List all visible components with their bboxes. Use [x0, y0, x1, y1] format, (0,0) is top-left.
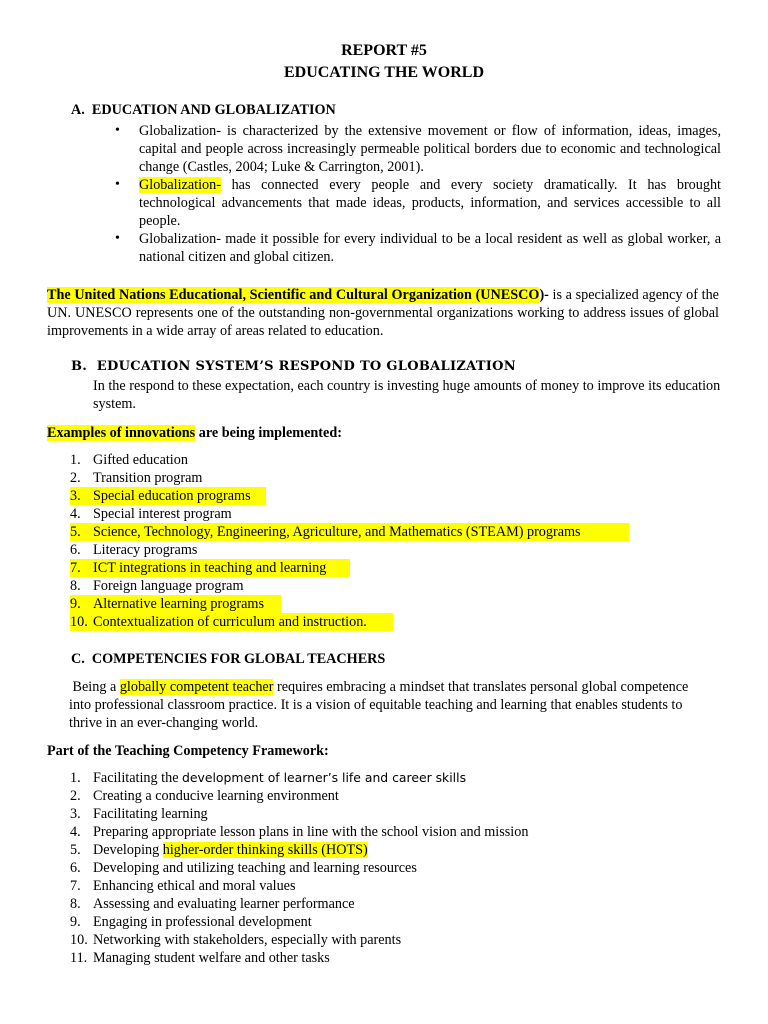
item-text: Special interest program [93, 506, 232, 522]
item-text: Facilitating the development of learner’s life and career skills [93, 770, 467, 786]
bullet-item [115, 176, 721, 230]
item-number: 5. [70, 524, 81, 540]
item-text: ICT integrations in teaching and learning [93, 560, 327, 576]
list-item [70, 787, 730, 805]
item-number: 10. [70, 932, 88, 948]
item-number: 2. [70, 788, 81, 804]
list-item [70, 451, 730, 469]
item-number: 11. [70, 950, 88, 966]
item-number: 1. [70, 452, 81, 468]
item-number: 3. [70, 488, 81, 504]
item-text: Science, Technology, Engineering, Agriculture, and Mathematics (STEAM) programs [93, 524, 581, 540]
list-item [70, 595, 281, 613]
item-text: Alternative learning programs [93, 596, 264, 612]
item-number: 6. [70, 542, 81, 558]
item-number: 2. [70, 470, 81, 486]
list-item [70, 769, 730, 787]
list-item [70, 841, 730, 859]
item-text: Developing higher-order thinking skills (HOTS) [93, 842, 368, 858]
section-c-title: COMPETENCIES FOR GLOBAL TEACHERS [91, 651, 386, 667]
section-c-paragraph [69, 678, 693, 732]
item-number: 9. [70, 914, 81, 930]
item-number: 10. [70, 614, 88, 630]
item-text: Facilitating learning [93, 806, 208, 822]
item-number: 6. [70, 860, 81, 876]
list-item [70, 505, 730, 523]
bullet-text: Globalization- is characterized by the extensive movement or flow of information, ideas, images, capital and people across increasingly permeable political borders due to economic and technological change (Castles, 2004; Luke & Carrington, 2001). [139, 123, 721, 175]
framework-heading: Part of the Teaching Competency Framework: [47, 743, 329, 759]
report-title: EDUCATING THE WORLD [283, 64, 485, 81]
item-text: Assessing and evaluating learner performance [93, 896, 355, 912]
item-text: Transition program [93, 470, 203, 486]
framework-list [70, 769, 730, 967]
section-b-letter: B. [71, 359, 88, 374]
paragraph-text: requires embracing a mindset that translates personal global competence into professional classroom practice. It is a vision of equitable teaching and learning that enables students to thrive in an ever-changing world. [69, 679, 692, 731]
innovations-heading-rest: are being implemented: [195, 425, 342, 441]
unesco-paragraph [47, 286, 719, 340]
item-number: 4. [70, 824, 81, 840]
item-text: Preparing appropriate lesson plans in line with the school vision and mission [93, 824, 529, 840]
list-item [70, 895, 730, 913]
section-b-paragraph: In the respond to these expectation, each country is investing huge amounts of money to improve its education system. [93, 378, 721, 412]
list-item [70, 877, 730, 895]
item-text: Enhancing ethical and moral values [93, 878, 296, 894]
item-number: 7. [70, 878, 81, 894]
list-item [70, 805, 730, 823]
unesco-name-tail: )- [539, 287, 549, 303]
list-item [70, 523, 629, 541]
bullet-item [115, 122, 721, 176]
list-item [70, 949, 730, 967]
item-number: 8. [70, 578, 81, 594]
item-text: Contextualization of curriculum and instruction. [93, 614, 367, 630]
unesco-text: is a specialized agency of the UN. UNESCO represents one of the outstanding non-governmental organizations working to address issues of global improvements in a wide array of areas related to education. [47, 287, 719, 339]
item-number: 9. [70, 596, 81, 612]
section-a-title: EDUCATION AND GLOBALIZATION [91, 102, 336, 118]
item-number: 7. [70, 560, 81, 576]
report-number: REPORT #5 [341, 42, 427, 59]
section-a-heading [71, 101, 336, 119]
section-b-title: EDUCATION SYSTEM’S RESPOND TO GLOBALIZATION [96, 359, 516, 374]
bullet-item [115, 230, 721, 266]
list-item [70, 931, 730, 949]
section-c-letter: C. [71, 651, 85, 667]
item-text: Foreign language program [93, 578, 244, 594]
item-text: Developing and utilizing teaching and learning resources [93, 860, 417, 876]
bullet-text: Globalization- made it possible for every individual to be a local resident as well as global worker, a national citizen and global citizen. [139, 231, 721, 265]
list-item [70, 559, 350, 577]
section-b-heading [71, 358, 516, 376]
highlighted-phrase: higher-order thinking skills (HOTS) [162, 842, 368, 858]
item-text: Engaging in professional development [93, 914, 312, 930]
item-number: 1. [70, 770, 81, 786]
item-text: Special education programs [93, 488, 251, 504]
list-item [70, 487, 266, 505]
list-item [70, 613, 393, 631]
bullet-text: has connected every people and every society dramatically. It has brought technological advancements that made ideas, products, information, and services accessible to all people. [139, 177, 721, 229]
innovations-list [70, 451, 730, 631]
list-item [70, 541, 730, 559]
paragraph-start: Being a [69, 679, 120, 695]
item-text: Literacy programs [93, 542, 198, 558]
item-text: Networking with stakeholders, especially with parents [93, 932, 402, 948]
item-text: Managing student welfare and other tasks [93, 950, 330, 966]
item-number: 5. [70, 842, 81, 858]
list-item [70, 859, 730, 877]
list-item [70, 913, 730, 931]
innovations-heading [47, 424, 342, 442]
section-c-heading [71, 650, 385, 668]
item-text: Gifted education [93, 452, 188, 468]
item-text: Creating a conducive learning environment [93, 788, 339, 804]
list-item [70, 823, 730, 841]
unesco-name: The United Nations Educational, Scientific and Cultural Organization (UNESCO [47, 287, 540, 303]
section-a-letter: A. [71, 102, 85, 118]
item-number: 3. [70, 806, 81, 822]
highlighted-term: Globalization- [139, 177, 221, 193]
item-number: 4. [70, 506, 81, 522]
list-item [70, 469, 730, 487]
innovations-highlight: Examples of innovations [47, 425, 196, 441]
list-item [70, 577, 730, 595]
highlighted-phrase: globally competent teacher [119, 679, 274, 695]
item-number: 8. [70, 896, 81, 912]
globalization-bullets [115, 122, 721, 266]
